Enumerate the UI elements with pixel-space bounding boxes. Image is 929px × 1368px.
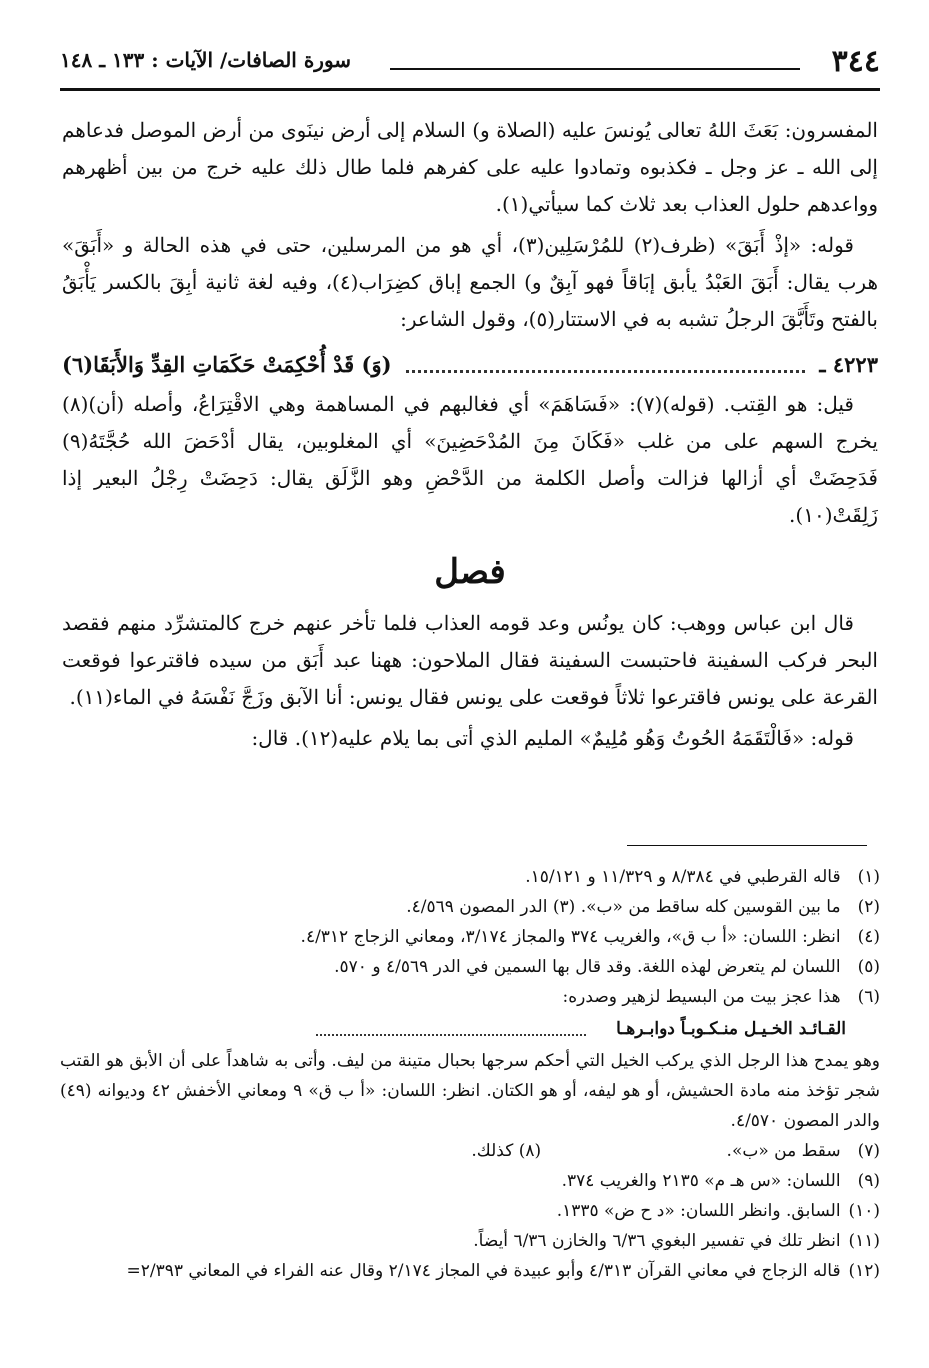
paragraph: قوله: «فَالْتَقَمَهُ الحُوتُ وَهُو مُلِيمٌ» المليم الذي أتى بما يلام عليه(١٢). قال:: [251, 726, 854, 750]
header-rule: [60, 88, 880, 91]
footnote-text: انظر: اللسان: «أ ب ق»، والغريب ٣٧٤ والمجاز ٣/١٧٤، ومعاني الزجاج ٤/٣١٢.: [300, 927, 841, 947]
footnote-number: (٦): [857, 987, 880, 1007]
footnotes: [60, 862, 880, 1286]
footnote-text: قاله الزجاج في معاني القرآن ٤/٣١٣ وأبو عبيدة في المجاز ٢/١٧٤ وقال عنه الفراء في المعاني ٢/٣٩٣=: [126, 1261, 841, 1281]
footnote-text: انظر تلك في تفسير البغوي ٦/٣٦ والخازن ٦/٣٦ أيضاً.: [473, 1231, 841, 1251]
footnote-text: اللسان لم يتعرض لهذه اللغة. وقد قال بها السمين في الدر ٤/٥٦٩ و ٥٧٠.: [334, 957, 841, 977]
header-dash-line: [390, 68, 800, 70]
footnote-number: (٣): [552, 897, 576, 917]
page-number: ٣٤٤: [831, 44, 880, 79]
footnote-number: (٤): [857, 927, 880, 947]
footnote-continuation: وهو يمدح هذا الرجل الذي يركب الخيل التي أحكم سرجها بحبال متينة من ليف. وأتى به شاهداً على أن الأبق هو القتب شجر تؤخذ منه مادة الحشيش، أو هو ليفه، أو هو الكتان. انظر: اللسان: «أ ب ق» ٩ ومعاني الأخفش ٤٢ وديوانه (٤٩) والدر المصون ٤/٥٧٠.: [60, 1051, 880, 1131]
footnote-text: سقط من «ب».: [726, 1141, 841, 1161]
verse-dotted-leader: [406, 356, 806, 373]
footnote: [60, 952, 880, 982]
page-header: [60, 40, 880, 80]
footnote: [60, 1166, 880, 1196]
footnote-number: (٨): [518, 1141, 542, 1161]
footnote: [60, 892, 880, 922]
footnote: [60, 982, 880, 1012]
footnote-text: قاله القرطبي في ٨/٣٨٤ و ١١/٣٢٩ و ١٥/١٢١.: [525, 867, 841, 887]
verse-text: (وَ) قَدْ أُحْكِمَتْ حَكَمَاتِ القِدِّ وَالأَبَقَا(٦): [62, 351, 392, 377]
main-text: [62, 112, 878, 761]
footnote-text: هذا عجز بيت من البسيط لزهير وصدره:: [562, 987, 841, 1007]
footnote: [60, 1196, 880, 1226]
running-title: سورة الصافات/ الآيات : ١٣٣ ـ ١٤٨: [60, 48, 352, 72]
footnote-text: اللسان: «س هـ م» ٢١٣٥ والغريب ٣٧٤.: [561, 1171, 841, 1191]
footnote-verse-text: القـائـد الخـيـل منـكـوبـاً دوابـرهـا: [616, 1019, 846, 1039]
footnote-number: (٧): [857, 1141, 880, 1161]
footnote-inline: [406, 892, 575, 922]
paragraph: المفسرون: بَعَثَ اللهُ تعالى يُونسَ عليه (الصلاة و) السلام إلى أرض نينَوى من أرض الموصل فدعاهم إلى الله ـ عز وجل ـ فكذبوه وتمادوا عليه على كفرهم فلما طال ذلك عليه خرج من بين أظهرهم وواعدهم حلول العذاب بعد ثلاث كما سيأتي(١).: [62, 118, 878, 216]
footnote-separator: [627, 845, 867, 846]
footnote-text: ما بين القوسين كله ساقط من «ب».: [580, 897, 841, 917]
poetry-verse: [62, 342, 878, 386]
footnote: [60, 1226, 880, 1256]
footnote-number: (٥): [857, 957, 880, 977]
footnote-verse-dotted-leader: [316, 1022, 586, 1036]
section-heading: فصل: [434, 552, 506, 592]
footnote-text: الدر المصون ٤/٥٦٩.: [406, 897, 548, 917]
footnote: [60, 1136, 880, 1166]
footnote: [60, 1256, 880, 1286]
paragraph: قيل: هو القِتب. (قوله)(٧): «فَسَاهَمَ» أي فغالبهم في المساهمة وهي الاقْتِرَاعُ، وأصله (أن)(٨) يخرج السهم على من غلب «فَكَانَ مِنَ المُدْحَضِينَ» أي المغلوبين، يقال أدْحَضَ الله حُجَّتَهُ(٩) فَدَحِضَتْ أي أزالها فزالت وأصل الكلمة من الدَّحْضِ وهو الزَّلَق يقال: دَحِضَتْ رِجْلُ البعير إذا زَلِقَتْ(١٠).: [62, 392, 878, 527]
verse-number: ٤٢٢٣ ـ: [819, 351, 878, 377]
footnote-text: كذلك.: [471, 1141, 514, 1161]
footnote-number: (١٠): [848, 1201, 880, 1221]
footnote: [60, 922, 880, 952]
paragraph: قال ابن عباس ووهب: كان يونُس وعد قومه العذاب فلما تأخر عنهم خرج كالمتشرِّد منهم فقصد البحر فركب السفينة فاحتبست السفينة فقال الملاحون: ههنا عبد أَبَق من سيده فاقترعوا فوقعت القرعة على يونس فاقترعوا ثلاثاً فوقعت على يونس فقال يونس: أنا الآبق وزَجَّ نَفْسَهُ في الماء(١١).: [62, 611, 878, 709]
footnote-number: (١٢): [848, 1261, 880, 1281]
footnote-number: (١١): [848, 1231, 880, 1251]
footnote-verse: [60, 1012, 880, 1046]
footnote-number: (٢): [857, 897, 880, 917]
footnote-number: (١): [857, 867, 880, 887]
paragraph: قوله: «إذْ أَبَقَ» (ظرف(٢) للمُرْسَلِين(٣)، أي هو من المرسلين، حتى في هذه الحالة و «أَبَقَ» هرب يقال: أَبَقَ العَبْدُ يأبق إبَاقاً فهو آبِقٌ و) الجمع إباق كضِرَاب(٤)، وفيه لغة ثانية أبِقَ بالكسر يَأْبَقُ بالفتح وتَأَبَّقَ الرجلُ تشبه به في الاستتار(٥)، وقول الشاعر:: [62, 233, 879, 331]
footnote-text: السابق. وانظر اللسان: «د ح ض» ١٣٣٥.: [556, 1201, 841, 1221]
footnote-number: (٩): [857, 1171, 880, 1191]
footnote-inline: [471, 1136, 541, 1166]
footnote: [60, 862, 880, 892]
